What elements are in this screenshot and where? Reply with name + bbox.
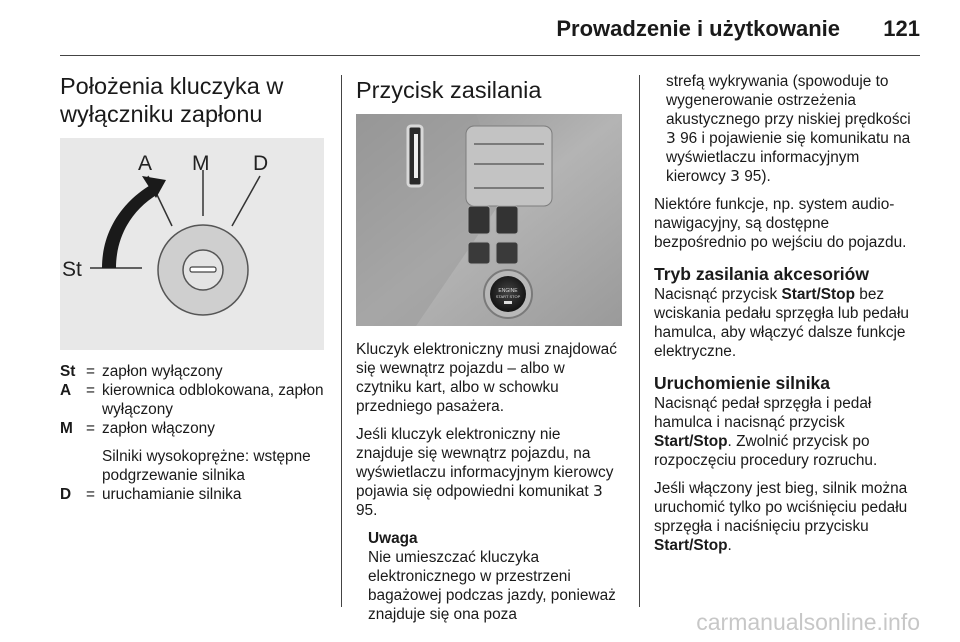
column-divider-2 <box>639 75 640 607</box>
ref-arrow-icon: 3 <box>592 482 603 500</box>
legend-text-diesel: Silniki wysokoprężne: wstępne podgrzewanie silnika <box>102 448 311 484</box>
legend-eq: = <box>86 382 95 399</box>
label-d: D <box>253 152 269 175</box>
column-continued <box>654 72 922 564</box>
para-functions: Niektóre funkcje, np. system audio-nawigacyjny, są dostępne bezpośrednio po wejściu do pojazdu. <box>654 196 907 251</box>
legend-text-st: zapłon wyłączony <box>102 363 223 380</box>
legend-eq: = <box>86 486 95 503</box>
para-engine-start: Nacisnąć pedał sprzęgła i pedał hamulca i nacisnąć przycisk Start/Stop. Zwolnić przycisk po rozpoczęciu procedury rozruchu. <box>654 395 878 469</box>
page-ref-link[interactable]: 96 <box>680 130 698 147</box>
page-ref-link[interactable]: 95 <box>356 502 374 519</box>
para-gear-engaged: Jeśli włączony jest bieg, silnik można uruchomić tylko po wciśnięciu pedału sprzęgła i naciśnięciu przycisku Start/Stop. <box>654 480 908 554</box>
watermark: carmanualsonline.info <box>696 609 920 635</box>
note-box <box>368 529 622 624</box>
column-ignition <box>60 72 326 504</box>
button-text-engine: ENGINE <box>498 288 518 294</box>
legend-eq: = <box>86 420 95 437</box>
start-stop-label: Start/Stop <box>654 433 728 450</box>
para-accessory: Nacisnąć przycisk Start/Stop bez wciskania pedału sprzęgła lub pedału hamulca, aby włączyć dalsze funkcje elektryczne. <box>654 286 909 360</box>
ignition-heading: Położenia kluczyka w wyłączniku zapłonu <box>60 73 284 127</box>
engine-start-heading: Uruchomienie silnika <box>654 373 831 393</box>
legend-key-m: M <box>60 420 73 437</box>
note-text: Nie umieszczać kluczyka elektronicznego w przestrzeni bagażowej podczas jazdy, ponieważ znajduje się ona poza <box>368 549 616 623</box>
ignition-legend <box>60 362 326 504</box>
label-st: St <box>62 258 82 281</box>
ignition-diagram <box>60 138 324 350</box>
accessory-heading: Tryb zasilania akcesoriów <box>654 264 869 284</box>
label-m: M <box>192 152 210 175</box>
legend-text-m: zapłon włączony <box>102 420 215 437</box>
legend-key-a: A <box>60 382 72 399</box>
page-number: 121 <box>883 16 920 41</box>
legend-eq: = <box>86 363 95 380</box>
button-text-startstop: START STOP <box>495 294 521 299</box>
legend-text-d: uruchamianie silnika <box>102 486 242 503</box>
start-stop-label: Start/Stop <box>781 286 855 303</box>
page-header-title: Prowadzenie i użytkowanie <box>556 16 840 41</box>
note-continuation: strefą wykrywania (spowoduje to wygenerowanie ostrzeżenia akustycznego przy niskiej prędkości 3 96 i pojawienie się komunikatu na wyświetlaczu informacyjnym kierowcy 3 95). <box>666 73 911 185</box>
ref-arrow-icon: 3 <box>730 167 740 185</box>
legend-text-a: kierownica odblokowana, zapłon wyłączony <box>102 382 324 418</box>
para-key-location: Kluczyk elektroniczny musi znajdować się wewnątrz pojazdu – albo w czytniku kart, albo w schowku przedniego pasażera. <box>356 341 617 415</box>
page-ref-link[interactable]: 95 <box>744 168 762 185</box>
column-divider-1 <box>341 75 342 607</box>
label-a: A <box>138 152 153 175</box>
legend-key-d: D <box>60 486 72 503</box>
start-stop-label: Start/Stop <box>654 537 728 554</box>
power-button-photo <box>356 114 622 326</box>
legend-key-st: St <box>60 363 76 380</box>
header-rule <box>60 55 920 56</box>
para-key-missing: Jeśli kluczyk elektroniczny nie znajduje się wewnątrz pojazdu, na wyświetlaczu informacyjnym kierowcy pojawia się odpowiedni komunikat 3 95. <box>356 426 614 519</box>
note-title: Uwaga <box>368 530 418 547</box>
power-button-heading: Przycisk zasilania <box>356 77 542 103</box>
column-power-button <box>356 72 622 624</box>
ref-arrow-icon: 3 <box>666 129 676 147</box>
